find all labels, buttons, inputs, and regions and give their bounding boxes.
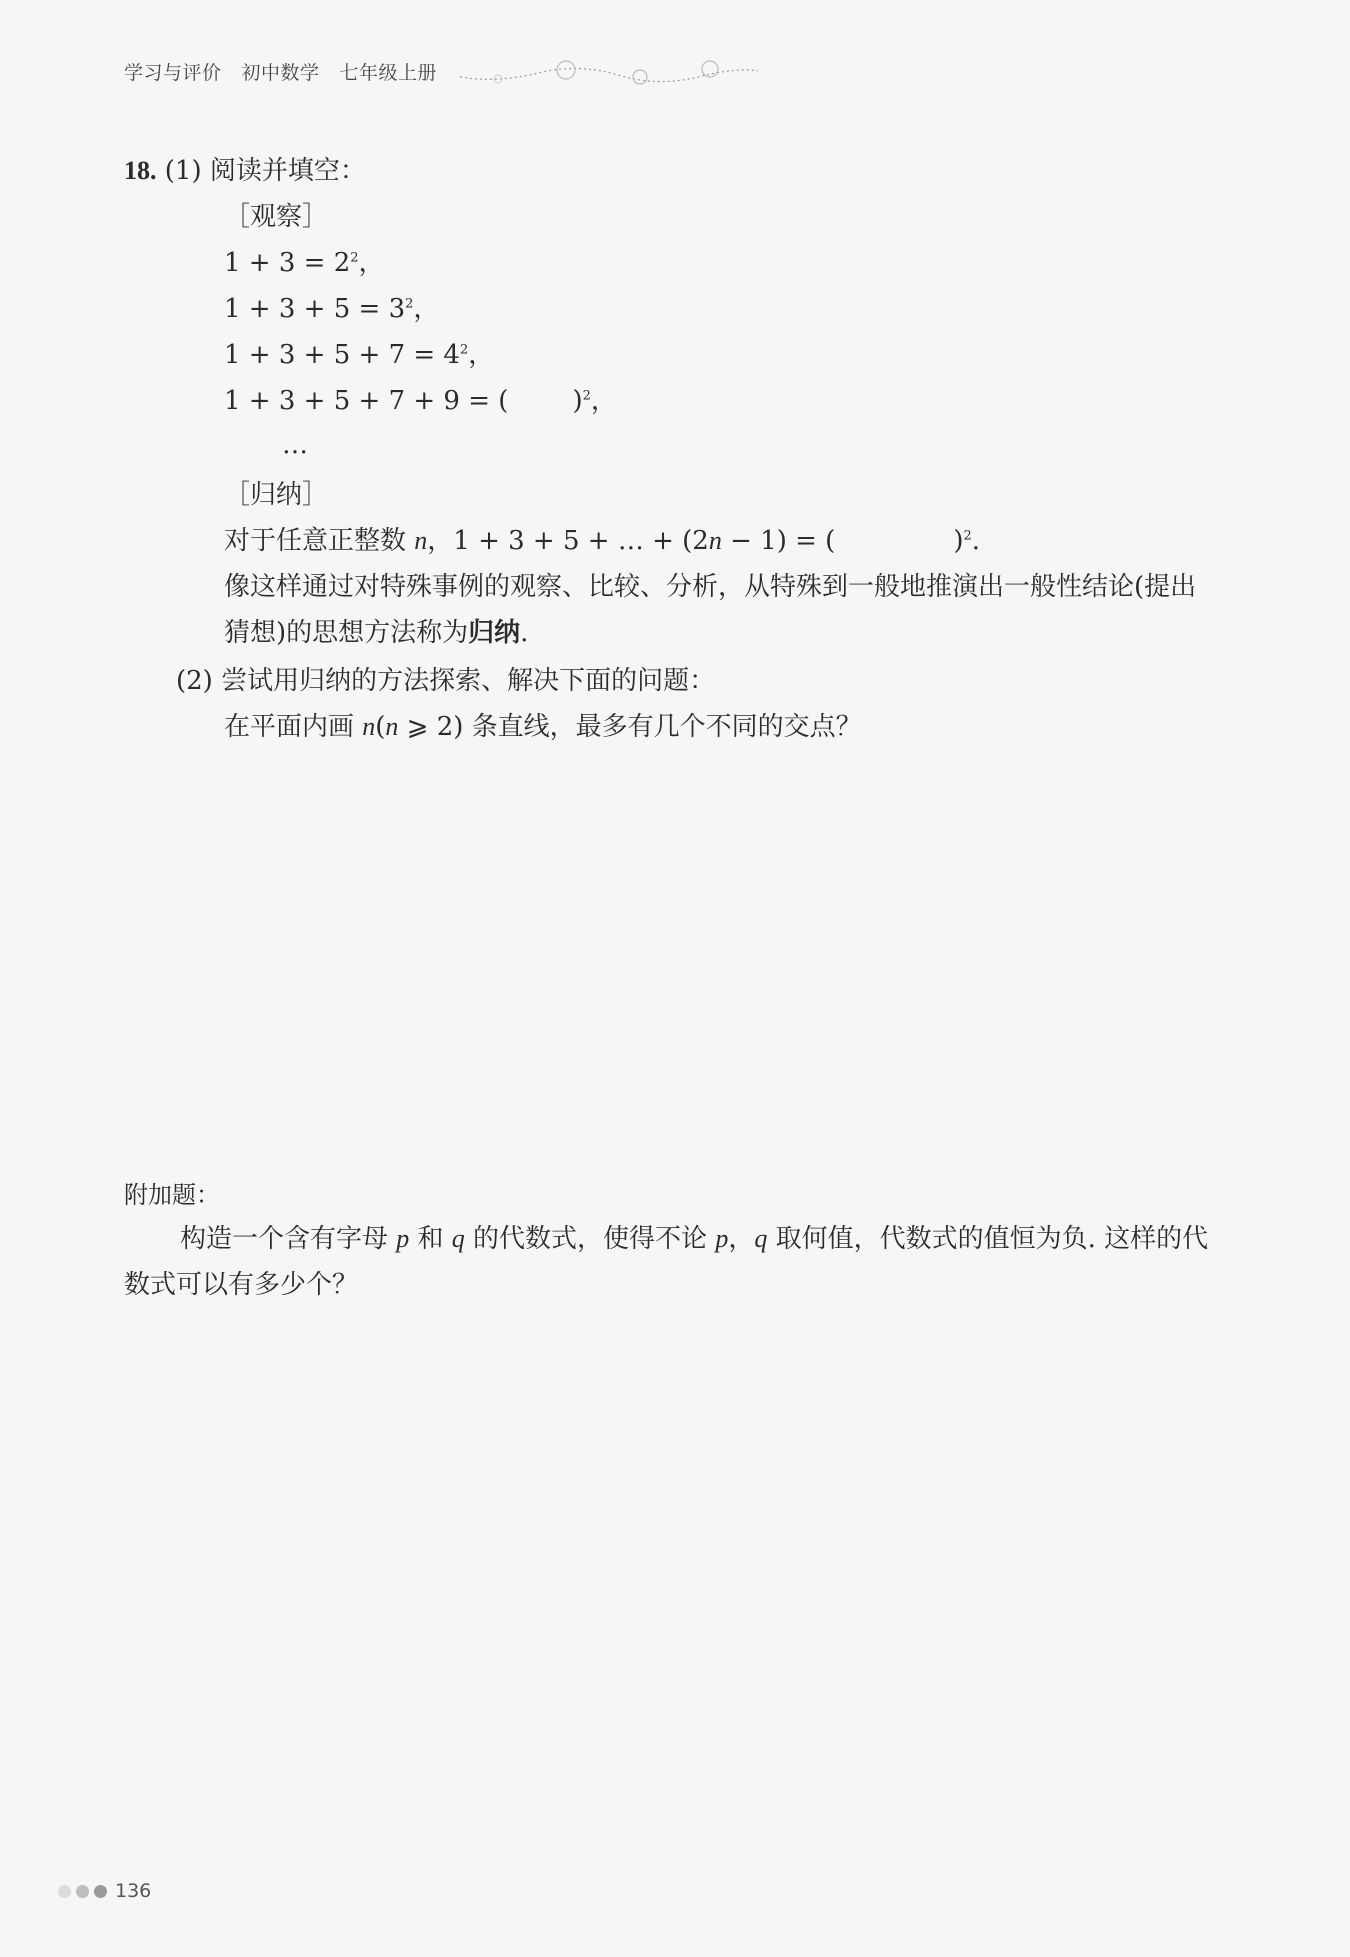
running-header bbox=[124, 58, 457, 85]
part1-title: 阅读并填空： bbox=[209, 156, 366, 186]
equation-1-exponent: 2 bbox=[350, 250, 359, 266]
page-number: 136 bbox=[115, 1880, 152, 1902]
equation-4-punct: ， bbox=[590, 386, 617, 416]
equation-3 bbox=[224, 338, 494, 372]
equation-2-exponent: 2 bbox=[405, 296, 414, 312]
question-number: 18. bbox=[124, 156, 157, 185]
general-end: − 1) = ( bbox=[721, 526, 836, 556]
header-decoration-icon bbox=[458, 55, 758, 95]
part2-text: 在平面内画 bbox=[224, 712, 363, 742]
footer-dot-icon bbox=[76, 1885, 89, 1898]
equation-4-text: 1 + 3 + 5 + 7 + 9 = ( bbox=[224, 386, 509, 416]
footer-dot-icon bbox=[94, 1885, 107, 1898]
general-sum: ，1 + 3 + 5 + … + (2 bbox=[427, 526, 709, 556]
equation-4-exponent: 2 bbox=[582, 388, 591, 404]
header-grade: 七年级上册 bbox=[339, 62, 438, 84]
extra-text: 的代数式，使得不论 bbox=[464, 1224, 716, 1254]
general-punct: . bbox=[971, 526, 981, 556]
variable-p: p bbox=[715, 1224, 729, 1253]
extra-question-line-1 bbox=[180, 1222, 1208, 1256]
paragraph-text: 猜想)的思想方法称为 bbox=[224, 618, 469, 648]
induction-paragraph-line-2 bbox=[224, 616, 528, 650]
extra-text: ， bbox=[728, 1224, 755, 1254]
general-exponent: 2 bbox=[963, 528, 972, 544]
extra-question-title: 附加题： bbox=[124, 1181, 220, 1209]
variable-n: n bbox=[362, 712, 376, 741]
equation-3-exponent: 2 bbox=[459, 342, 469, 358]
part2-title: 尝试用归纳的方法探索、解决下面的问题： bbox=[221, 666, 716, 696]
equation-1 bbox=[224, 246, 385, 280]
observe-heading: ［观察］ bbox=[224, 202, 329, 232]
equation-1-text: 1 + 3 = 2 bbox=[224, 248, 351, 278]
equation-2-punct: ， bbox=[413, 294, 440, 324]
variable-n: n bbox=[414, 526, 428, 555]
footer-dot-icon bbox=[58, 1885, 71, 1898]
variable-n: n bbox=[385, 712, 399, 741]
extra-text: 构造一个含有字母 bbox=[180, 1224, 397, 1254]
variable-q: q bbox=[451, 1224, 465, 1253]
part2-question-text: 条直线，最多有几个不同的交点？ bbox=[463, 712, 862, 742]
variable-n: n bbox=[708, 526, 722, 555]
equation-2-text: 1 + 3 + 5 = 3 bbox=[224, 294, 406, 324]
equation-4-fill-blank bbox=[224, 384, 617, 418]
page-footer bbox=[58, 1880, 151, 1902]
general-formula-fill-blank bbox=[224, 524, 980, 558]
header-subject: 初中数学 bbox=[241, 62, 320, 84]
extra-text: 取何值，代数式的值恒为负. 这样的代 bbox=[767, 1224, 1209, 1254]
equation-3-punct: ， bbox=[468, 340, 495, 370]
term-induction: 归纳 bbox=[468, 618, 521, 648]
equation-3-text: 1 + 3 + 5 + 7 = 4 bbox=[224, 340, 460, 370]
equation-4-close: ) bbox=[572, 386, 583, 416]
part2-condition: ⩾ 2) bbox=[398, 712, 464, 742]
general-prefix: 对于任意正整数 bbox=[224, 526, 415, 556]
general-close: ) bbox=[953, 526, 964, 556]
equation-2 bbox=[224, 292, 439, 326]
equation-1-punct: ， bbox=[358, 248, 385, 278]
extra-question-line-2: 数式可以有多少个？ bbox=[124, 1270, 359, 1300]
variable-q: q bbox=[754, 1224, 768, 1253]
part2-paren: ( bbox=[375, 712, 386, 742]
part1-label: (1) bbox=[164, 156, 202, 186]
q18-part1-line bbox=[124, 154, 366, 188]
ellipsis: … bbox=[282, 430, 308, 460]
paragraph-punct: . bbox=[520, 618, 529, 648]
induction-paragraph-line-1: 像这样通过对特殊事例的观察、比较、分析，从特殊到一般地推演出一般性结论(提出 bbox=[224, 572, 1197, 602]
q18-part2-line bbox=[176, 664, 715, 698]
variable-p: p bbox=[396, 1224, 410, 1253]
part2-question bbox=[224, 710, 862, 744]
header-series: 学习与评价 bbox=[124, 62, 222, 84]
extra-text: 和 bbox=[409, 1224, 452, 1254]
part2-label: (2) bbox=[176, 666, 213, 696]
induce-heading: ［归纳］ bbox=[224, 480, 329, 510]
